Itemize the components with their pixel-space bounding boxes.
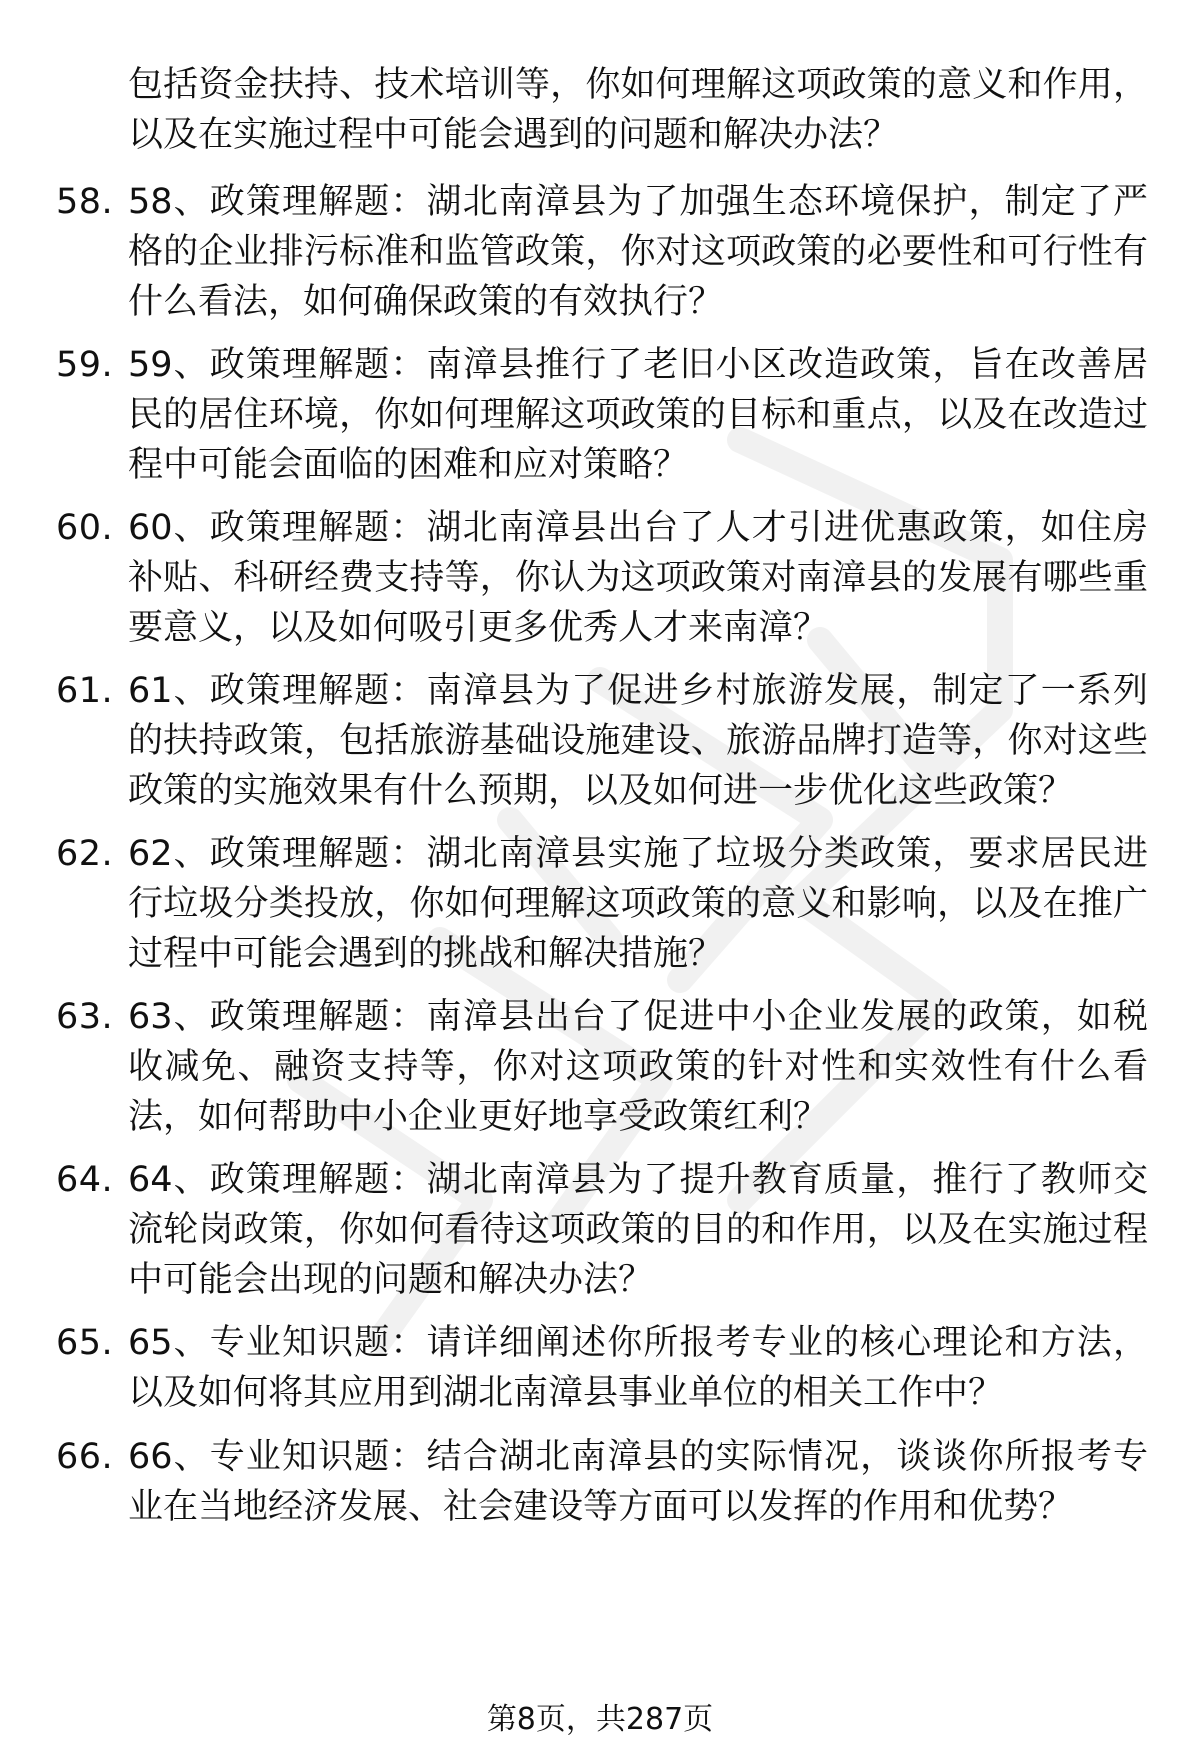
question-number: 65. [56, 1323, 114, 1363]
question-number: 58. [56, 182, 114, 222]
question-text: 61、政策理解题：南漳县为了促进乡村旅游发展，制定了一系列的扶持政策，包括旅游基础设施建设、旅游品牌打造等，你对这些政策的实施效果有什么预期，以及如何进一步优化这些政策？ [128, 671, 1148, 811]
question-text: 62、政策理解题：湖北南漳县实施了垃圾分类政策，要求居民进行垃圾分类投放，你如何理解这项政策的意义和影响，以及在推广过程中可能会遇到的挑战和解决措施？ [128, 834, 1148, 974]
question-text: 包括资金扶持、技术培训等，你如何理解这项政策的意义和作用，以及在实施过程中可能会遇到的问题和解决办法？ [128, 65, 1148, 155]
question-text: 63、政策理解题：南漳县出台了促进中小企业发展的政策，如税收减免、融资支持等，你对这项政策的针对性和实效性有什么看法，如何帮助中小企业更好地享受政策红利？ [128, 997, 1148, 1137]
page-footer: 第8页，共287页 [486, 1702, 714, 1737]
question-number: 59. [56, 345, 114, 385]
question-text: 60、政策理解题：湖北南漳县出台了人才引进优惠政策，如住房补贴、科研经费支持等，你认为这项政策对南漳县的发展有哪些重要意义，以及如何吸引更多优秀人才来南漳？ [128, 508, 1148, 648]
question-text: 59、政策理解题：南漳县推行了老旧小区改造政策，旨在改善居民的居住环境，你如何理解这项政策的目标和重点，以及在改造过程中可能会面临的困难和应对策略？ [128, 345, 1148, 485]
question-number: 64. [56, 1160, 114, 1200]
question-text: 65、专业知识题：请详细阐述你所报考专业的核心理论和方法，以及如何将其应用到湖北南漳县事业单位的相关工作中？ [128, 1323, 1148, 1413]
question-number: 63. [56, 997, 114, 1037]
question-number: 61. [56, 671, 114, 711]
question-number: 66. [56, 1437, 114, 1477]
question-number: 60. [56, 508, 114, 548]
question-text: 58、政策理解题：湖北南漳县为了加强生态环境保护，制定了严格的企业排污标准和监管政策，你对这项政策的必要性和可行性有什么看法，如何确保政策的有效执行？ [128, 182, 1148, 322]
question-text: 66、专业知识题：结合湖北南漳县的实际情况，谈谈你所报考专业在当地经济发展、社会建设等方面可以发挥的作用和优势？ [128, 1437, 1148, 1527]
question-number: 62. [56, 834, 114, 874]
question-text: 64、政策理解题：湖北南漳县为了提升教育质量，推行了教师交流轮岗政策，你如何看待这项政策的目的和作用，以及在实施过程中可能会出现的问题和解决办法？ [128, 1160, 1148, 1300]
